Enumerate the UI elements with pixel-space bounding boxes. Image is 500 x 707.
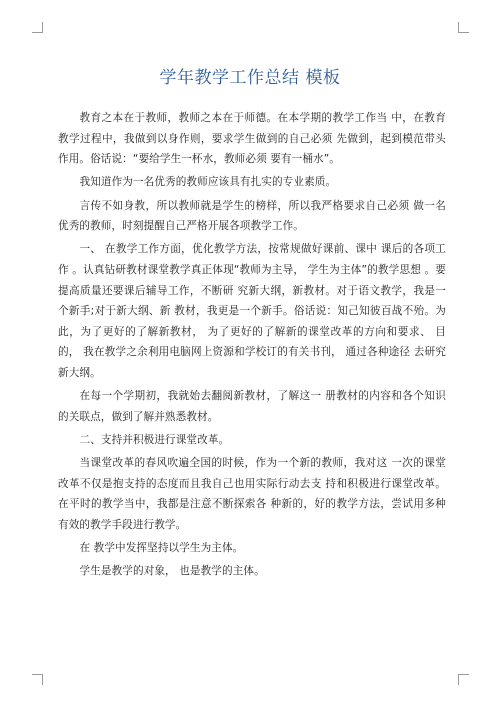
paragraph-3: 言传不如身教，所以教师就是学生的榜样，所以我严格要求自己必须 做一名优秀的教师，时刻提醒自己严格开展各项教学工作。 [58,199,446,233]
paragraph-6: 二、支持并积极进行课堂改革。 [79,433,230,446]
paragraph-9: 学生是教学的对象， 也是教学的主体。 [79,565,265,578]
paragraph-1: 教育之本在于教师，教师之本在于师德。在本学期的教学工作当 中，在教育教学过程中，我做到以身作则，要求学生做到的自己必须 先做到，起到模范带头作用。俗话说：“要给学生一杯水，教师必须 要有一桶水”。 [58,112,446,166]
paragraph-7: 当课堂改革的春风吹遍全国的时候，作为一个新的教师，我对这 一次的课堂改革不仅是抱支持的态度而且我自己也用实际行动去支 持和积极进行课堂改革。在平时的教学当中，我都是注意不断探索各 种新的，好的教学方法，尝试用多种有效的教学手段进行教学。 [58,457,446,531]
paragraph-2: 我知道作为一名优秀的教师应该具有扎实的专业素质。 [79,176,337,189]
crop-mark-top-right [458,22,469,33]
document-title: 学年教学工作总结 模板 [159,68,341,88]
paragraph-8: 在 教学中发挥坚持以学生为主体。 [79,542,244,555]
document-body [58,108,446,584]
crop-mark-top-left [32,22,43,33]
crop-mark-bottom-left [32,674,43,685]
paragraph-4: 一、 在教学工作方面，优化教学方法，按常规做好课前、课中 课后的各项工作 。认真钻研教材课堂教学真正体现“教师为主导， 学生为主体”的教学思想 。要提高质量还要课后辅导工作，不断研 究新大纲，新教材。对于语文教学，我是一个新手;对于新大纲、新 教材，我更是一个新手。俗话说：知己知彼百战不殆。为此，为了更好的了解新教材， 为了更好的了解新的课堂改革的方向和要求、 目的， 我在教学之余利用电脑网上资源和学校订的有关书刊， 通过各种途径 去研究新大纲。 [58,243,446,379]
crop-mark-bottom-right [458,674,469,685]
paragraph-5: 在每一个学期初，我就始去翻阅新教材，了解这一 册教材的内容和各个知识的关联点，做到了解并熟悉教材。 [58,390,446,423]
